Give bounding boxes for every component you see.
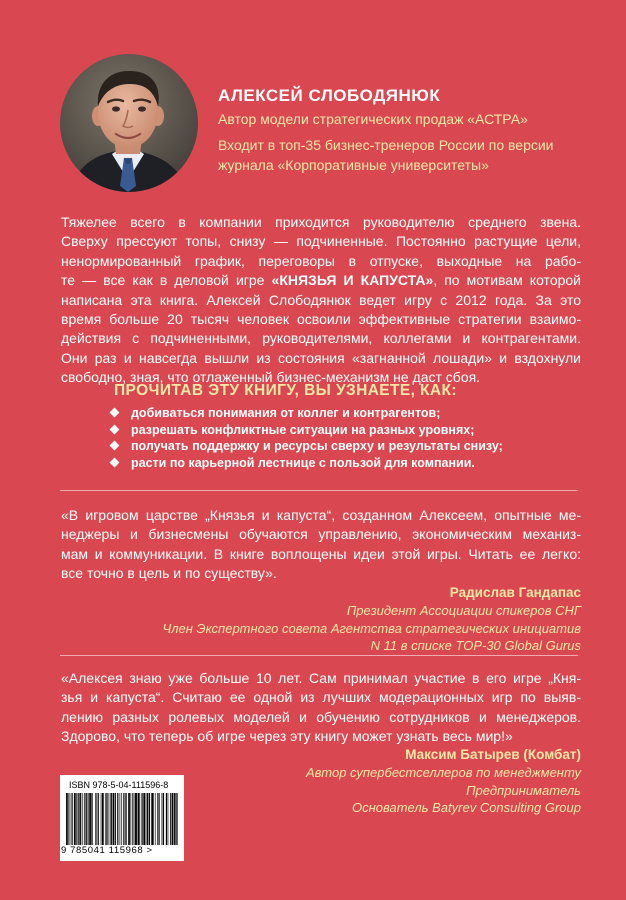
description-line: [61, 271, 581, 290]
diamond-bullet-icon: [110, 408, 120, 418]
description-line: написана эта книга. Алексей Слободянюк ведет игру с 2012 года. За это: [61, 291, 581, 308]
author-name: АЛЕКСЕЙ СЛОБОДЯНЮК: [218, 86, 441, 105]
quote-author-name: Радислав Гандапас: [449, 585, 581, 600]
list-item: [111, 438, 503, 455]
list-item-text: разрешать конфликтные ситуации на разных уровнях;: [131, 422, 475, 437]
testimonial-signature: [306, 745, 581, 817]
quote-line: все точно в цель и по существу».: [61, 565, 277, 582]
description-line: свободно, зная, что отлаженный бизнес-механизм не даст сбоя.: [61, 369, 481, 386]
author-credential-2: Входит в топ-35 бизнес-тренеров России по версии: [218, 137, 554, 153]
isbn-barcode-box: [60, 775, 184, 861]
quote-line: мам и коммуникации. В книге воплощены идеи этой игры. Читать ее легко:: [61, 545, 581, 562]
testimonial-quote: [61, 506, 581, 584]
quote-author-role: Автор супербестселлеров по менеджменту: [305, 765, 581, 780]
quote-author-role: N 11 в списке TOP-30 Global Gurus: [370, 638, 581, 654]
barcode-digits: 9 785041 115968 >: [61, 845, 153, 856]
learn-list: [111, 405, 503, 471]
quote-author-role: Член Экспертного совета Агентства стратегических инициатив: [162, 620, 581, 636]
list-item-text: расти по карьерной лестнице с пользой для компании.: [131, 455, 475, 470]
divider: [60, 655, 578, 656]
quote-author-name: Максим Батырев (Комбат): [405, 747, 581, 762]
learn-heading: ПРОЧИТАВ ЭТУ КНИГУ, ВЫ УЗНАЕТЕ, КАК:: [114, 382, 457, 399]
quote-line: неджеры и бизнесмены обучаются управлению, экономическим механиз-: [61, 526, 581, 543]
testimonial-quote: [61, 669, 581, 747]
quote-author-role: Основатель Batyrev Consulting Group: [352, 800, 581, 816]
quote-line: «Алексея знаю уже больше 10 лет. Сам принимал участие в его игре „Кня-: [61, 670, 581, 686]
description-line: Тяжелее всего в компании приходится руководителю среднего звена.: [61, 214, 581, 230]
quote-line: «В игровом царстве „Князья и капуста“, созданном Алексеем, опытные ме-: [61, 507, 581, 523]
description-line: ненормированный график, переговоры в отпуске, выходные на рабо-: [61, 252, 581, 269]
divider: [60, 490, 578, 491]
description-line: Они раз и навсегда вышли из состояния «загнанной лошади» и вздохнули: [61, 349, 581, 366]
description-text: , по мотивам которой: [433, 272, 581, 289]
book-description: [61, 213, 581, 388]
list-item-text: получать поддержку и ресурсы сверху и результаты снизу;: [131, 439, 503, 454]
list-item-text: добиваться понимания от коллег и контрагентов;: [131, 406, 441, 420]
author-photo: [60, 54, 198, 192]
description-line: время больше 20 тысяч человек освоили эффективные стратегии взаимо-: [61, 310, 581, 327]
quote-line: лению разных ролевых моделей и обучению сотрудников и менеджеров.: [61, 708, 581, 725]
description-line: действия с подчиненными, руководителями, коллегами и контрагентами.: [61, 330, 581, 347]
game-title: «КНЯЗЬЯ И КАПУСТА»: [271, 272, 434, 289]
quote-author-role: Президент Ассоциации спикеров СНГ: [346, 603, 581, 618]
quote-line: Здорово, что теперь об игре через эту книгу может узнать весь мир!»: [61, 728, 513, 745]
list-item: [111, 405, 503, 422]
diamond-bullet-icon: [110, 457, 120, 467]
testimonial-signature: [162, 583, 581, 655]
list-item: [111, 455, 503, 472]
isbn-label: ISBN 978-5-04-111596-8: [69, 780, 169, 790]
diamond-bullet-icon: [110, 441, 120, 451]
quote-line: зья и капуста“. Считаю ее одной из лучших модерационных игр по выяв-: [61, 689, 581, 706]
diamond-bullet-icon: [110, 424, 120, 434]
description-text: те — все как в деловой игре: [61, 272, 272, 289]
quote-author-role: Предприниматель: [466, 782, 581, 798]
list-item: [111, 422, 503, 439]
author-credential-1: Автор модели стратегических продаж «АСТРА»: [218, 111, 528, 127]
barcode-icon: [66, 793, 178, 845]
description-line: Сверху прессуют топы, снизу — подчиненные. Постоянно растущие цели,: [61, 233, 581, 250]
author-credential-3: журнала «Корпоративные университеты»: [218, 157, 489, 173]
